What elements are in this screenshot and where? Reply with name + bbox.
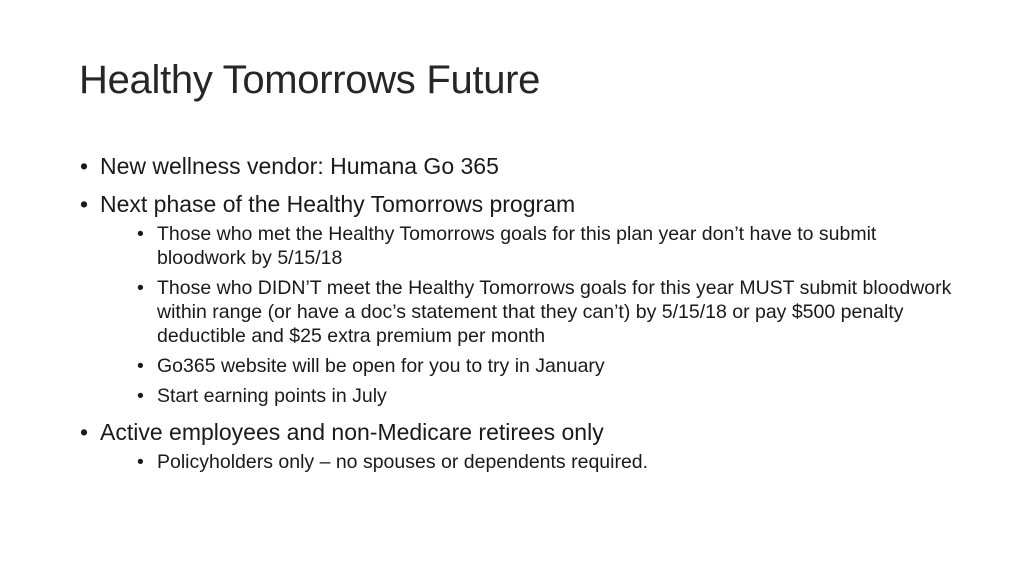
sub-bullet-item: • Policyholders only – no spouses or dependents required. (100, 450, 960, 474)
sub-bullet-item: • Those who met the Healthy Tomorrows goals for this plan year don’t have to submit bloodwork by 5/15/18 (100, 222, 960, 270)
bullet-text: Next phase of the Healthy Tomorrows program (100, 191, 576, 217)
slide-title: Healthy Tomorrows Future (79, 58, 541, 102)
sub-bullet-item: • Those who DIDN’T meet the Healthy Tomorrows goals for this year MUST submit bloodwork within range (or have a doc’s statement that they can’t) by 5/15/18 or pay $500 penalty deductible and $25 extra premium per month (100, 276, 960, 348)
bullet-text: New wellness vendor: Humana Go 365 (100, 153, 499, 179)
bullet-text: Active employees and non-Medicare retirees only (100, 419, 604, 445)
bullet-item (80, 152, 960, 180)
bullet-list (80, 152, 960, 484)
sub-bullet-item: • Start earning points in July (100, 384, 960, 408)
bullet-item (80, 190, 960, 408)
sub-bullet-item: • Go365 website will be open for you to try in January (100, 354, 960, 378)
sub-bullet-list (100, 222, 960, 408)
sub-bullet-list (100, 450, 960, 474)
bullet-item (80, 418, 960, 474)
